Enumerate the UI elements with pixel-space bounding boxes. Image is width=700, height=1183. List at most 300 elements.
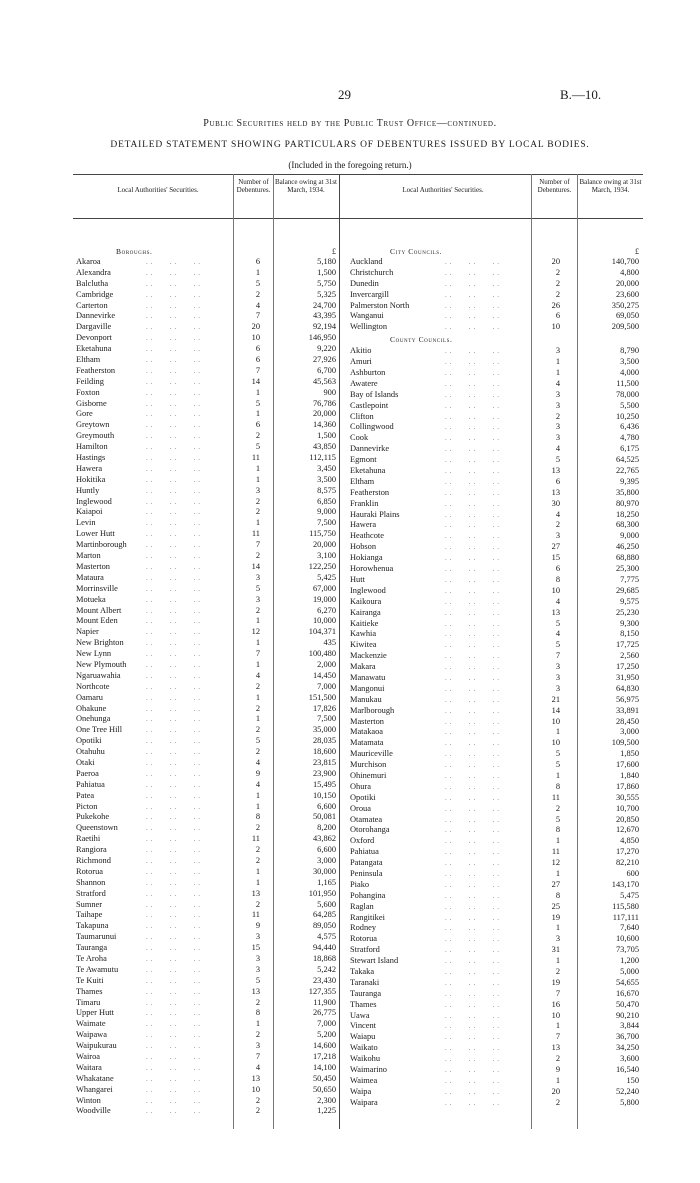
table-row — [350, 902, 641, 913]
authority-name: Uawa — [350, 1010, 370, 1020]
leader-dots: .. .. .. — [146, 726, 203, 735]
balance-owing: 115,580 — [612, 901, 639, 911]
debenture-count: 1 — [555, 868, 560, 878]
authority-name: One Tree Hill — [76, 725, 123, 735]
table-row — [350, 1043, 641, 1054]
balance-owing: 9,395 — [620, 476, 639, 486]
balance-owing: 122,250 — [308, 561, 336, 571]
debenture-count: 6 — [555, 476, 560, 486]
authority-name: Huntly — [76, 485, 100, 495]
authority-name: Makara — [350, 662, 376, 672]
leader-dots: .. .. .. — [445, 323, 502, 332]
leader-dots: .. .. .. — [146, 737, 203, 746]
table-row — [350, 1076, 641, 1087]
leader-dots: .. .. .. — [445, 826, 502, 835]
debenture-count: 2 — [555, 1097, 560, 1107]
debenture-count: 21 — [551, 694, 560, 704]
authority-name: Akitio — [350, 346, 372, 356]
balance-owing: 350,275 — [611, 300, 639, 310]
authority-name: Stratford — [76, 888, 106, 898]
leader-dots: .. .. .. — [146, 486, 203, 495]
table-row — [350, 357, 641, 368]
debenture-count: 1 — [555, 357, 560, 367]
table-row — [76, 921, 338, 932]
table-row — [350, 640, 641, 651]
table-row — [350, 662, 641, 673]
table-row — [350, 684, 641, 695]
balance-owing: 45,563 — [312, 376, 336, 386]
balance-owing: 4,850 — [620, 836, 639, 846]
table-row — [350, 311, 641, 322]
balance-owing: 26,775 — [312, 1008, 336, 1018]
debenture-count: 8 — [555, 781, 560, 791]
balance-owing: 5,425 — [317, 572, 336, 582]
debenture-count: 7 — [255, 540, 260, 550]
leader-dots: .. .. .. — [146, 824, 203, 833]
table-row — [350, 499, 641, 510]
debenture-count: 2 — [555, 1054, 560, 1064]
balance-owing: 4,000 — [620, 368, 639, 378]
table-row — [350, 412, 641, 423]
debenture-count: 2 — [255, 823, 260, 833]
authority-name: Horowhenua — [350, 564, 394, 574]
balance-owing: 100,480 — [308, 649, 336, 659]
balance-owing: 10,000 — [312, 616, 336, 626]
balance-owing: 600 — [626, 868, 639, 878]
balance-owing: 146,950 — [308, 333, 336, 343]
leader-dots: .. .. .. — [445, 793, 502, 802]
balance-owing: 18,600 — [312, 747, 336, 757]
authority-name: Oamaru — [76, 692, 103, 702]
leader-dots: .. .. .. — [146, 976, 203, 985]
debenture-count: 19 — [551, 912, 560, 922]
authority-name: Hawera — [76, 463, 103, 473]
authority-name: Waimarino — [350, 1065, 387, 1075]
debenture-count: 1 — [255, 638, 260, 648]
balance-owing: 20,000 — [312, 540, 336, 550]
page-number: 29 — [338, 87, 351, 102]
leader-dots: .. .. .. — [445, 946, 502, 955]
table-row — [76, 431, 338, 442]
debenture-count: 1 — [255, 692, 260, 702]
leader-dots: .. .. .. — [146, 421, 203, 430]
authority-name: Morrinsville — [76, 583, 118, 593]
leader-dots: .. .. .. — [445, 401, 502, 410]
balance-owing: 5,180 — [317, 257, 336, 266]
authority-name: Murchison — [350, 760, 387, 770]
authority-name: Vincent — [350, 1021, 377, 1031]
leader-dots: .. .. .. — [445, 1076, 502, 1085]
table-row — [350, 401, 641, 412]
debenture-count: 10 — [251, 1084, 260, 1094]
table-row — [350, 1098, 641, 1109]
balance-owing: 64,285 — [312, 910, 336, 920]
authorities-header-right: Local Authorities' Securities. — [402, 186, 484, 194]
table-row — [76, 344, 338, 355]
authority-name: Ashburton — [350, 368, 386, 378]
authority-name: Kairanga — [350, 607, 381, 617]
leader-dots: .. .. .. — [445, 608, 502, 617]
debenture-count: 1 — [255, 409, 260, 419]
balance-owing: 5,750 — [317, 278, 336, 288]
page-note: (Included in the foregoing return.) — [288, 160, 412, 170]
leader-dots: .. .. .. — [445, 477, 502, 486]
leader-dots: .. .. .. — [445, 412, 502, 421]
leader-dots: .. .. .. — [146, 1031, 203, 1040]
currency-symbol: £ — [635, 247, 639, 256]
table-row — [350, 1021, 641, 1032]
authority-name: Manawatu — [350, 672, 386, 682]
table-row — [350, 880, 641, 891]
authority-name: Franklin — [350, 498, 379, 508]
balance-owing: 23,815 — [312, 757, 336, 767]
debenture-count: 2 — [555, 967, 560, 976]
table-row — [76, 725, 338, 736]
leader-dots: .. .. .. — [445, 565, 502, 574]
debenture-count: 26 — [551, 300, 560, 310]
debenture-count: 3 — [255, 572, 260, 582]
authority-name: Pahiatua — [76, 779, 105, 789]
table-row — [350, 553, 641, 564]
leader-dots: .. .. .. — [146, 791, 203, 800]
debenture-count: 20 — [551, 1086, 560, 1096]
table-row — [76, 399, 338, 410]
table-row — [76, 812, 338, 823]
table-row — [350, 279, 641, 290]
table-row — [76, 965, 338, 976]
debenture-count: 11 — [251, 453, 260, 463]
debenture-count: 3 — [555, 934, 560, 944]
debenture-count: 1 — [255, 714, 260, 724]
authority-name: Waipara — [350, 1097, 378, 1107]
header-bottom-rule — [73, 218, 643, 219]
balance-owing: 7,640 — [620, 923, 639, 933]
table-row — [76, 486, 338, 497]
debenture-count: 13 — [251, 888, 260, 898]
leader-dots: .. .. .. — [445, 761, 502, 770]
authority-name: Waiapu — [350, 1032, 376, 1042]
balance-owing: 8,575 — [317, 485, 336, 495]
leader-dots: .. .. .. — [445, 652, 502, 661]
balance-owing: 104,371 — [308, 627, 336, 637]
authority-name: Tauranga — [76, 943, 108, 953]
authority-name: Waipukurau — [76, 1041, 117, 1051]
balance-owing: 90,210 — [615, 1010, 639, 1020]
debenture-count: 3 — [255, 932, 260, 942]
authority-name: Shannon — [76, 877, 106, 887]
leader-dots: .. .. .. — [445, 978, 502, 987]
debenture-count: 11 — [251, 529, 260, 539]
leader-dots: .. .. .. — [445, 782, 502, 791]
balance-owing: 69,050 — [615, 311, 639, 321]
balance-owing: 127,355 — [308, 986, 336, 996]
authority-name: Thames — [350, 999, 377, 1009]
balance-owing: 28,035 — [312, 736, 336, 746]
authority-name: Raglan — [350, 901, 374, 911]
table-row — [76, 769, 338, 780]
authority-name: Amuri — [350, 357, 372, 367]
debenture-count: 6 — [555, 564, 560, 574]
debenture-count: 4 — [555, 444, 560, 454]
authority-name: Mount Eden — [76, 616, 118, 626]
table-row — [350, 379, 641, 390]
balance-owing: 17,270 — [615, 847, 639, 857]
authority-name: Patangata — [350, 858, 383, 868]
debenture-count: 16 — [551, 999, 560, 1009]
balance-owing: 9,575 — [620, 596, 639, 606]
authority-name: Rotorua — [350, 934, 377, 944]
authority-name: Richmond — [76, 855, 111, 865]
balance-owing: 24,700 — [312, 300, 336, 310]
leader-dots: .. .. .. — [146, 497, 203, 506]
leader-dots: .. .. .. — [445, 989, 502, 998]
authority-name: Wellington — [350, 322, 388, 332]
leader-dots: .. .. .. — [146, 922, 203, 931]
leader-dots: .. .. .. — [445, 543, 502, 552]
debenture-count: 1 — [555, 1075, 560, 1085]
leader-dots: .. .. .. — [445, 445, 502, 454]
table-row — [350, 531, 641, 542]
leader-dots: .. .. .. — [146, 911, 203, 920]
authority-name: Masterton — [76, 561, 110, 571]
leader-dots: .. .. .. — [146, 780, 203, 789]
debenture-count: 1 — [255, 267, 260, 277]
balance-owing: 3,600 — [620, 1054, 639, 1064]
leader-dots: .. .. .. — [146, 856, 203, 865]
leader-dots: .. .. .. — [146, 1096, 203, 1105]
boroughs-column — [76, 246, 338, 1117]
table-row — [76, 889, 338, 900]
table-row — [76, 747, 338, 758]
table-row — [76, 704, 338, 715]
balance-owing: 46,250 — [615, 542, 639, 552]
table-row — [76, 257, 338, 268]
leader-dots: .. .. .. — [445, 390, 502, 399]
balance-owing: 115,750 — [309, 529, 336, 539]
table-row — [350, 477, 641, 488]
balance-owing: 14,600 — [312, 1041, 336, 1051]
leader-dots: .. .. .. — [146, 660, 203, 669]
balance-owing: 76,786 — [312, 398, 336, 408]
table-row — [76, 540, 338, 551]
debenture-count: 1 — [255, 790, 260, 800]
debenture-count: 13 — [551, 607, 560, 617]
table-row — [350, 257, 641, 268]
table-row — [76, 758, 338, 769]
table-row — [350, 368, 641, 379]
authority-name: Dargaville — [76, 322, 112, 332]
authority-name: Northcote — [76, 681, 110, 691]
authority-name: Opotiki — [350, 792, 376, 802]
leader-dots: .. .. .. — [146, 748, 203, 757]
debenture-count: 2 — [255, 681, 260, 691]
authority-name: Pahiatua — [350, 847, 379, 857]
table-row — [76, 1041, 338, 1052]
debenture-count: 2 — [255, 997, 260, 1007]
authority-name: Takapuna — [76, 921, 109, 931]
leader-dots: .. .. .. — [146, 301, 203, 310]
debenture-count: 13 — [551, 1043, 560, 1053]
authority-name: Hauraki Plains — [350, 509, 400, 519]
table-row — [76, 1074, 338, 1085]
balance-owing: 56,975 — [615, 694, 639, 704]
leader-dots: .. .. .. — [146, 356, 203, 365]
leader-dots: .. .. .. — [146, 878, 203, 887]
balance-owing: 140,700 — [611, 257, 639, 266]
balance-owing: 3,500 — [317, 474, 336, 484]
debenture-count: 20 — [251, 322, 260, 332]
balance-owing: 20,000 — [312, 409, 336, 419]
debenture-count: 8 — [555, 574, 560, 584]
authority-name: Patea — [76, 790, 95, 800]
balance-owing: 50,650 — [312, 1084, 336, 1094]
balance-owing: 67,000 — [312, 583, 336, 593]
authority-name: Woodville — [76, 1106, 111, 1116]
authority-name: New Brighton — [76, 638, 124, 648]
table-row — [76, 910, 338, 921]
debenture-count: 6 — [255, 355, 260, 365]
authority-name: Kiwitea — [350, 640, 377, 650]
leader-dots: .. .. .. — [445, 859, 502, 868]
table-row — [76, 497, 338, 508]
debenture-count: 2 — [255, 845, 260, 855]
authority-name: Otaki — [76, 757, 95, 767]
authority-name: Eltham — [350, 476, 375, 486]
authority-name: Marton — [76, 551, 101, 561]
balance-owing: 9,220 — [317, 344, 336, 354]
debenture-count: 1 — [255, 463, 260, 473]
table-row — [76, 1085, 338, 1096]
table-row — [76, 943, 338, 954]
table-row — [350, 390, 641, 401]
table-row — [350, 651, 641, 662]
leader-dots: .. .. .. — [445, 279, 502, 288]
table-row — [350, 760, 641, 771]
debenture-count: 3 — [555, 433, 560, 443]
leader-dots: .. .. .. — [445, 804, 502, 813]
authority-name: Heathcote — [350, 531, 384, 541]
balance-owing: 94,440 — [312, 943, 336, 953]
leader-dots: .. .. .. — [445, 869, 502, 878]
leader-dots: .. .. .. — [445, 434, 502, 443]
debenture-count: 6 — [255, 420, 260, 430]
table-row — [350, 793, 641, 804]
table-row — [350, 1087, 641, 1098]
leader-dots: .. .. .. — [146, 682, 203, 691]
debenture-count: 5 — [555, 618, 560, 628]
balance-owing: 3,450 — [317, 463, 336, 473]
authority-name: Collingwood — [350, 422, 394, 432]
table-row — [76, 791, 338, 802]
debenture-count: 14 — [251, 561, 260, 571]
table-row — [76, 1019, 338, 1030]
table-row — [350, 727, 641, 738]
table-row — [350, 749, 641, 760]
debenture-count: 5 — [255, 278, 260, 288]
leader-dots: .. .. .. — [146, 965, 203, 974]
authority-name: Stewart Island — [350, 956, 399, 966]
debenture-count: 5 — [555, 760, 560, 770]
balance-owing: 43,850 — [312, 442, 336, 452]
balance-owing: 14,360 — [312, 420, 336, 430]
debenture-count: 14 — [551, 705, 560, 715]
balance-owing: 68,300 — [615, 520, 639, 530]
debenture-count: 13 — [251, 1073, 260, 1083]
debenture-count: 4 — [255, 300, 260, 310]
authority-name: Invercargill — [350, 289, 389, 299]
leader-dots: .. .. .. — [146, 268, 203, 277]
table-row — [350, 268, 641, 279]
authority-name: Waimea — [350, 1075, 378, 1085]
leader-dots: .. .. .. — [445, 684, 502, 693]
leader-dots: .. .. .. — [445, 358, 502, 367]
authority-name: Feilding — [76, 376, 104, 386]
debenture-count: 10 — [551, 322, 560, 332]
table-row — [76, 529, 338, 540]
table-row — [350, 978, 641, 989]
leader-dots: .. .. .. — [445, 750, 502, 759]
balance-owing: 12,670 — [615, 825, 639, 835]
authority-name: Otorohanga — [350, 825, 390, 835]
debenture-count: 7 — [255, 311, 260, 321]
table-row — [76, 638, 338, 649]
leader-dots: .. .. .. — [445, 924, 502, 933]
debenture-count: 3 — [555, 422, 560, 432]
balance-owing: 19,000 — [312, 594, 336, 604]
leader-dots: .. .. .. — [146, 867, 203, 876]
leader-dots: .. .. .. — [146, 802, 203, 811]
leader-dots: .. .. .. — [146, 715, 203, 724]
table-row — [76, 518, 338, 529]
debenture-count: 1 — [255, 659, 260, 669]
leader-dots: .. .. .. — [146, 508, 203, 517]
balance-owing: 4,780 — [620, 433, 639, 443]
balance-owing: 2,000 — [317, 659, 336, 669]
authority-name: Mataura — [76, 572, 104, 582]
leader-dots: .. .. .. — [146, 987, 203, 996]
leader-dots: .. .. .. — [146, 671, 203, 680]
authority-name: Marlborough — [350, 705, 395, 715]
authority-name: Gore — [76, 409, 93, 419]
balance-owing: 34,250 — [615, 1043, 639, 1053]
debenture-count: 5 — [555, 640, 560, 650]
leader-dots: .. .. .. — [146, 432, 203, 441]
authority-name: Levin — [76, 518, 96, 528]
balance-owing: 78,000 — [615, 389, 639, 399]
authority-name: Featherston — [76, 365, 116, 375]
page-title: Public Securities held by the Public Trust Office—continued. — [203, 118, 497, 129]
debenture-count: 13 — [551, 466, 560, 476]
authority-name: Clifton — [350, 411, 374, 421]
table-row — [76, 780, 338, 791]
leader-dots: .. .. .. — [146, 846, 203, 855]
debenture-count: 1 — [255, 474, 260, 484]
table-row — [350, 488, 641, 499]
authority-name: Cook — [350, 433, 369, 443]
balance-owing: 29,685 — [615, 585, 639, 595]
table-row — [350, 1032, 641, 1043]
debenture-count: 3 — [255, 954, 260, 963]
leader-dots: .. .. .. — [445, 913, 502, 922]
balance-owing: 92,194 — [312, 322, 336, 332]
table-row — [350, 1054, 641, 1065]
table-row — [76, 562, 338, 573]
debenture-count: 6 — [555, 311, 560, 321]
authority-name: Christchurch — [350, 267, 394, 277]
authority-name: Taihape — [76, 910, 103, 920]
table-row — [350, 629, 641, 640]
balance-owing: 27,926 — [312, 355, 336, 365]
